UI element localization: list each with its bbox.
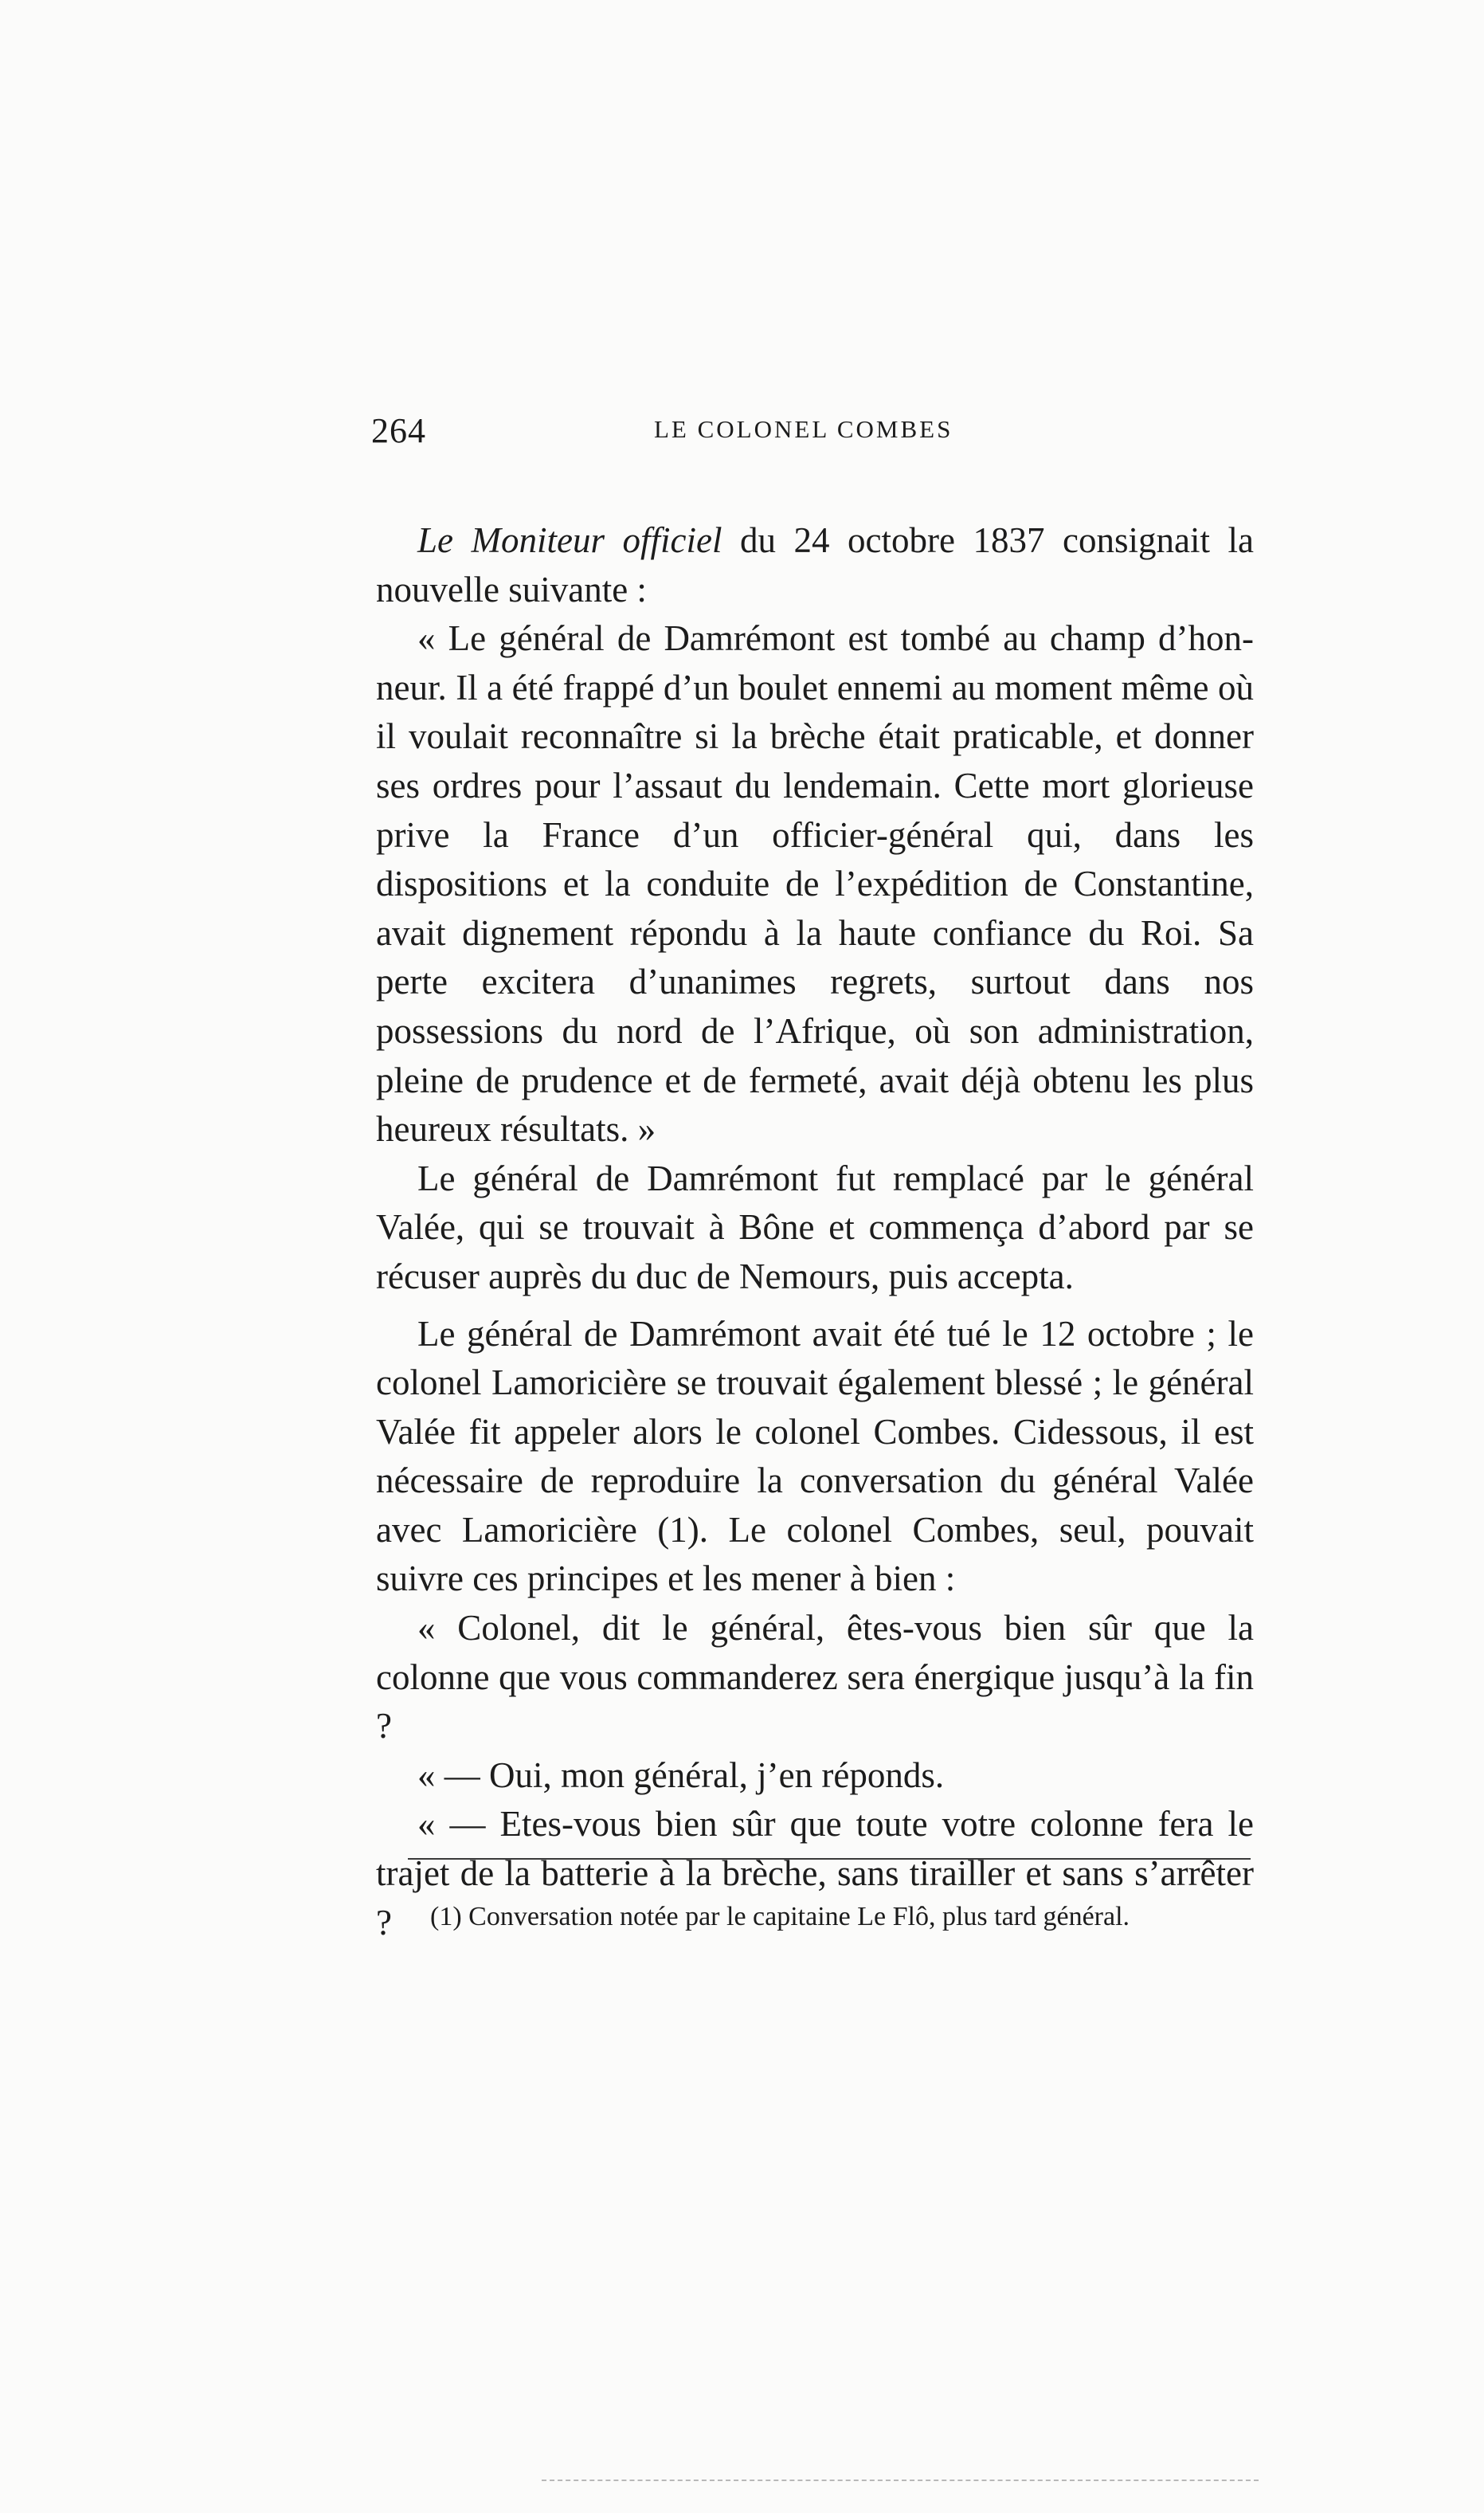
bottom-scan-artifact <box>542 2480 1259 2481</box>
paragraph-1 <box>376 516 1254 614</box>
paragraph-4: Le général de Damrémont avait été tué le 12 octobre ; le colonel Lamoricière se trouvait également blessé ; le général Valée fit appeler alors le colonel Combes. Cidessous, il est nécessaire de reproduire la conversation du général Valée avec Lamoricière (1). Le colonel Combes, seul, pouvait suivre ces principes et les mener à bien : <box>376 1313 1254 1599</box>
paragraph-1-text: du 24 octobre 1837 consignait la nouvelle suivante : <box>376 520 1254 610</box>
paragraph-5-dialogue: « Colonel, dit le général, êtes-vous bien sûr que la colonne que vous commanderez sera énergique jusqu’à la fin ? <box>376 1608 1254 1747</box>
paragraph-3: Le général de Damrémont fut remplacé par le général Valée, qui se trouvait à Bône et commença d’abord par se récuser auprès du duc de Nemours, puis accepta. <box>376 1158 1254 1296</box>
paragraph-2-quote: « Le général de Damrémont est tombé au champ d’honneur. Il a été frappé d’un boulet ennemi au moment même où il voulait reconnaître si la brèche était praticable, et donner ses ordres pour l’assaut du lendemain. Cette mort glorieuse prive la France d’un officier-général qui, dans les dispositions et la conduite de l’expédition de Constantine, avait dignement répondu à la haute confiance du Roi. Sa perte excitera d’unanimes regrets, surtout dans nos possessions du nord de l’Afrique, où son administration, pleine de prudence et de fermeté, avait déjà obtenu les plus heureux résultats. » <box>376 618 1254 1150</box>
running-head: LE COLONEL COMBES <box>654 415 953 443</box>
paragraph-6-dialogue: « — Oui, mon général, j’en réponds. <box>417 1754 945 1795</box>
paragraph-7-dialogue: « — Etes-vous bien sûr que toute votre colonne fera le trajet de la batterie à la brèche, sans tirailler et sans s’arrêter ? <box>376 1804 1254 1943</box>
body-text <box>376 516 1254 1947</box>
page-header <box>371 410 1255 458</box>
footnote-rule <box>408 1858 1251 1860</box>
page-number: 264 <box>371 411 426 450</box>
footnote: (1) Conversation notée par le capitaine Le Flô, plus tard général. <box>430 1902 1130 1931</box>
newspaper-title: Le Moniteur officiel <box>417 520 722 560</box>
